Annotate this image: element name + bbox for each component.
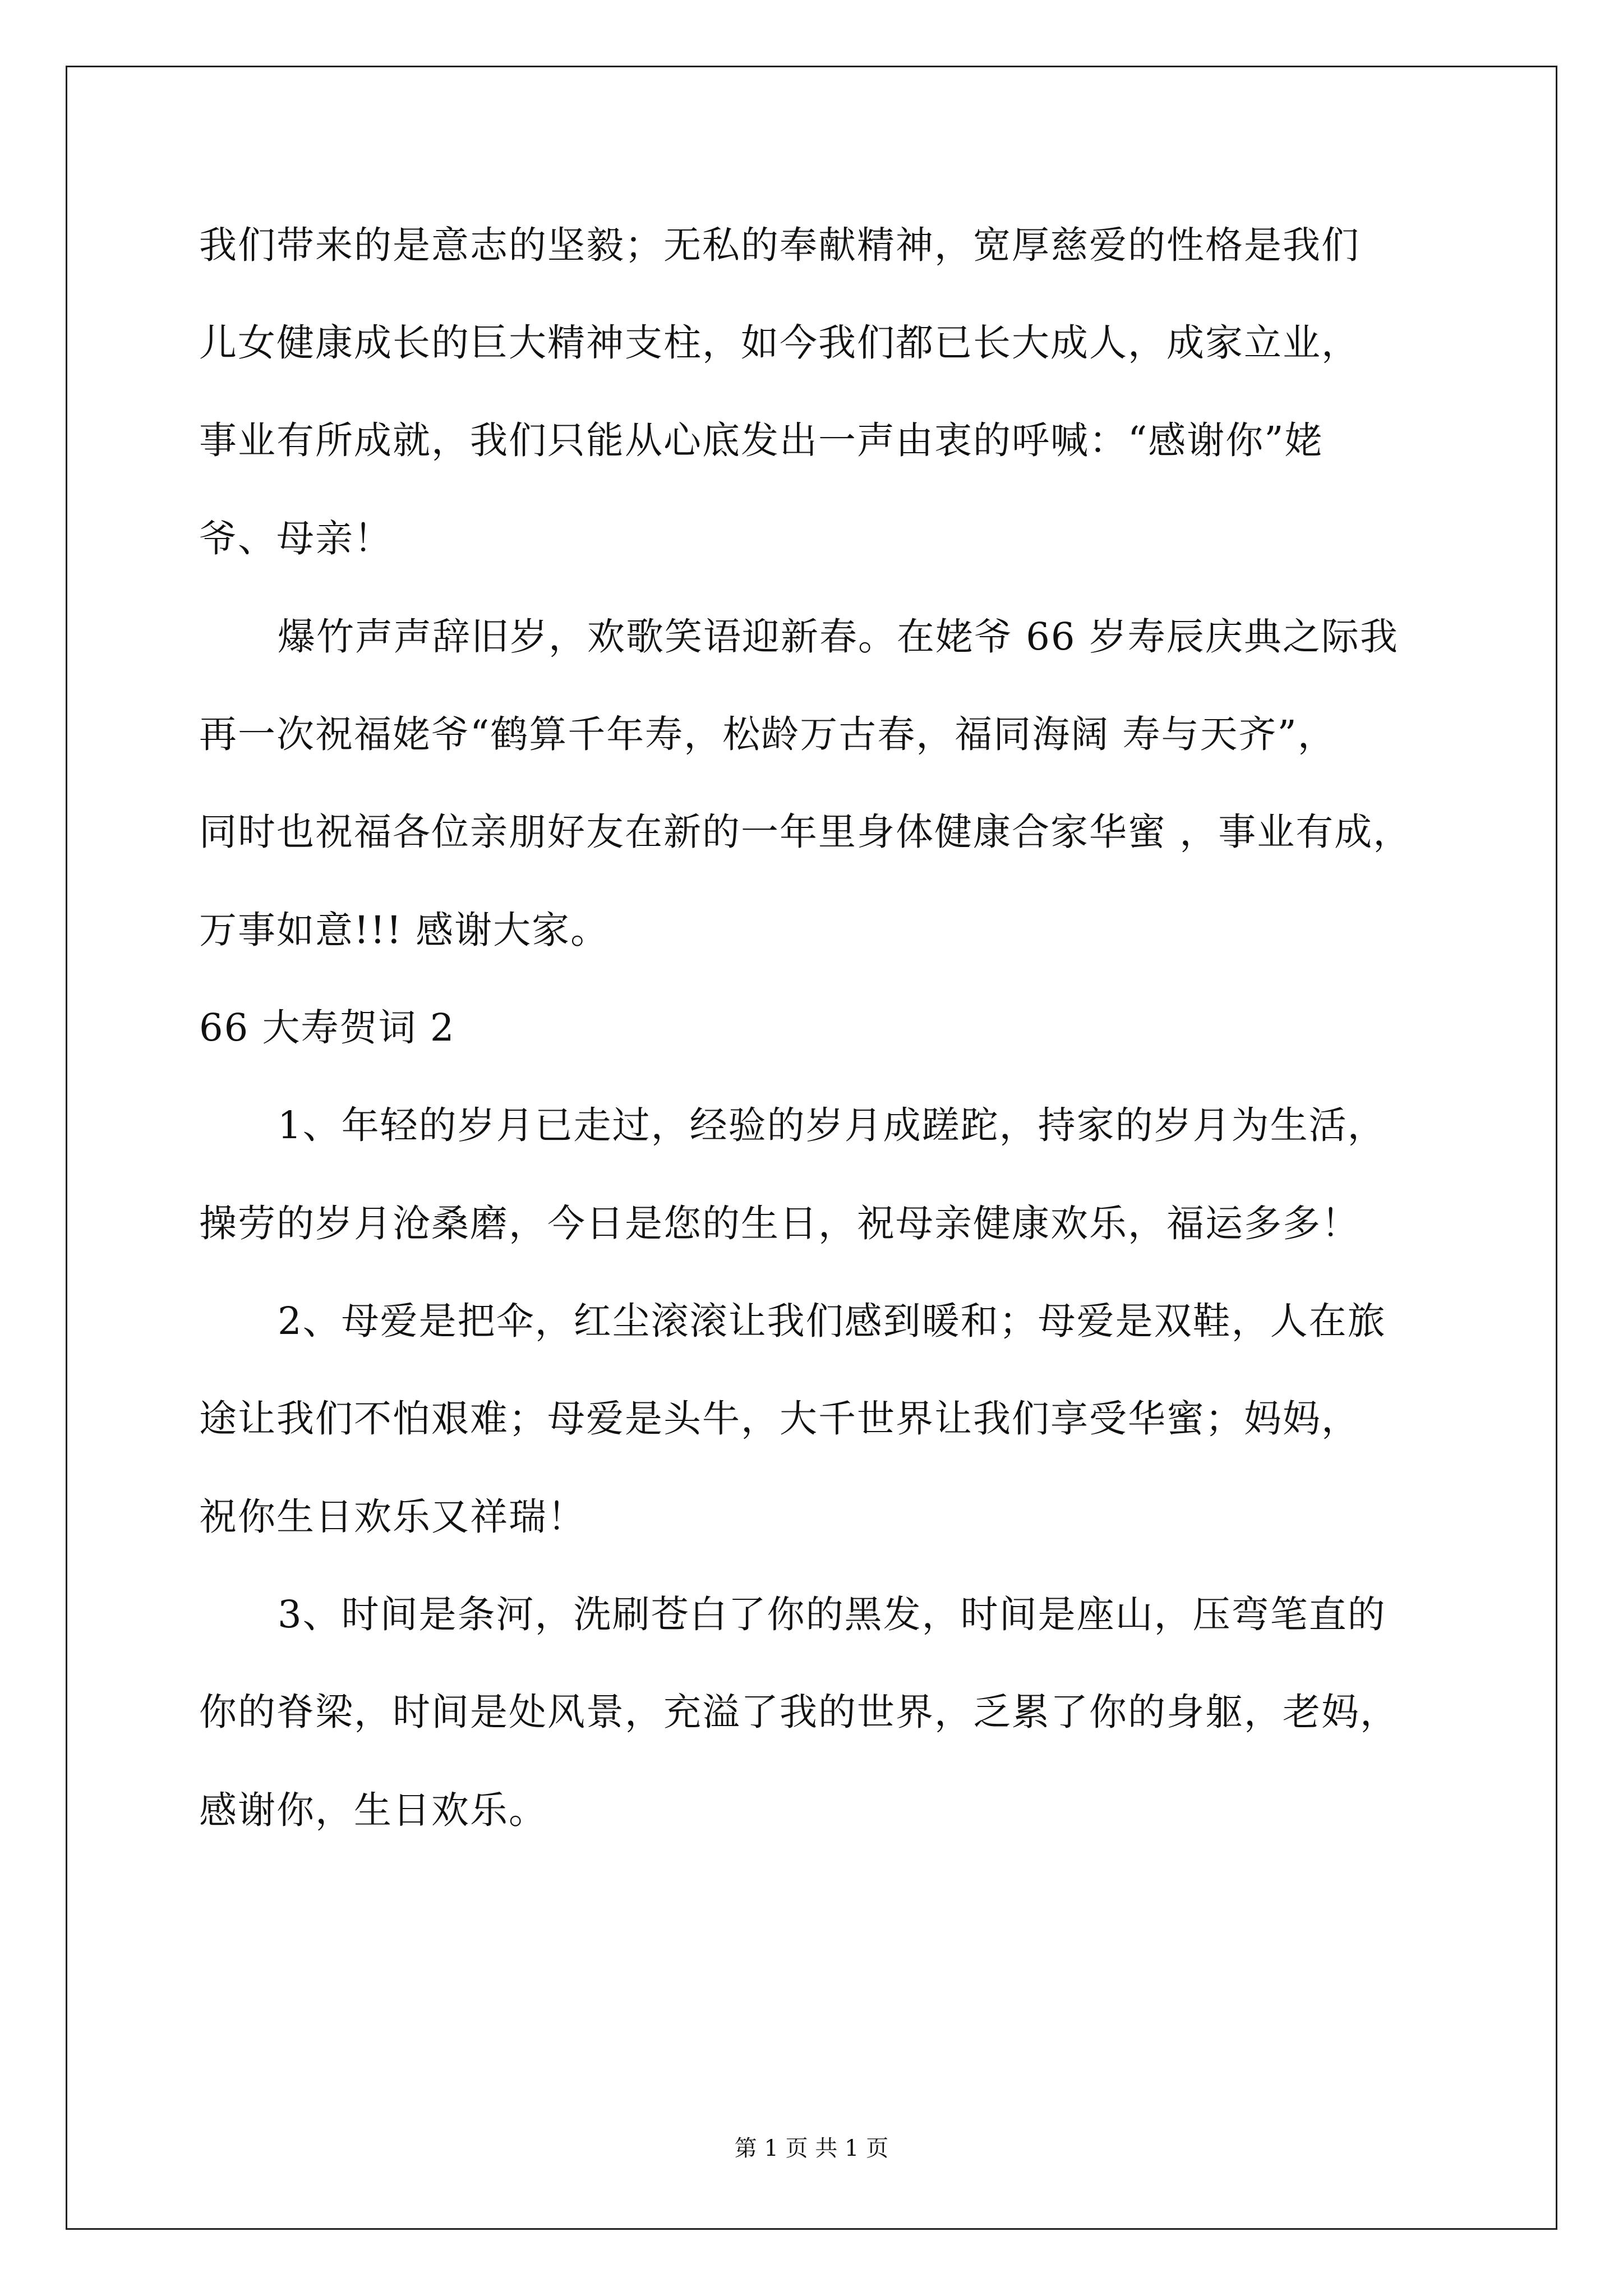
paragraph-start-line: 1、年轻的岁月已走过，经验的岁月成蹉跎，持家的岁月为生活， (278, 1103, 1386, 1147)
paragraph-start-line: 爆竹声声辞旧岁，欢歌笑语迎新春。在姥爷 66 岁寿辰庆典之际我 (278, 615, 1399, 659)
body-text-line: 我们带来的是意志的坚毅；无私的奉献精神，宽厚慈爱的性格是我们 (199, 223, 1360, 267)
body-text-line: 事业有所成就，我们只能从心底发出一声由衷的呼喊：“感谢你”姥 (199, 418, 1324, 462)
paragraph-start-line: 2、母爱是把伞，红尘滚滚让我们感到暖和；母爱是双鞋，人在旅 (278, 1299, 1386, 1343)
body-text-line: 同时也祝福各位亲朋好友在新的一年里身体健康合家华蜜 ，事业有成， (199, 810, 1412, 854)
body-text-line: 你的脊梁，时间是处风景，充溢了我的世界，乏累了你的身躯，老妈， (199, 1690, 1399, 1734)
body-text-line: 操劳的岁月沧桑磨，今日是您的生日，祝母亲健康欢乐，福运多多！ (199, 1202, 1360, 1245)
page-footer: 第 1 页 共 1 页 (734, 2136, 889, 2161)
body-text-line: 感谢你，生日欢乐。 (199, 1788, 547, 1832)
body-text-line: 儿女健康成长的巨大精神支柱，如今我们都已长大成人，成家立业， (199, 321, 1360, 365)
body-text-line: 爷、母亲！ (199, 517, 393, 560)
body-text-line: 万事如意!!! 感谢大家。 (199, 908, 610, 952)
body-text-line: 再一次祝福姥爷“鹤算千年寿，松龄万古春，福同海阔 寿与天齐”， (199, 712, 1336, 756)
paragraph-start-line: 3、时间是条河，洗刷苍白了你的黑发，时间是座山，压弯笔直的 (278, 1593, 1386, 1636)
section-heading: 66 大寿贺词 2 (199, 1006, 455, 1050)
body-text-line: 途让我们不怕艰难；母爱是头牛，大千世界让我们享受华蜜；妈妈， (199, 1397, 1360, 1441)
body-text-line: 祝你生日欢乐又祥瑞！ (199, 1495, 586, 1539)
